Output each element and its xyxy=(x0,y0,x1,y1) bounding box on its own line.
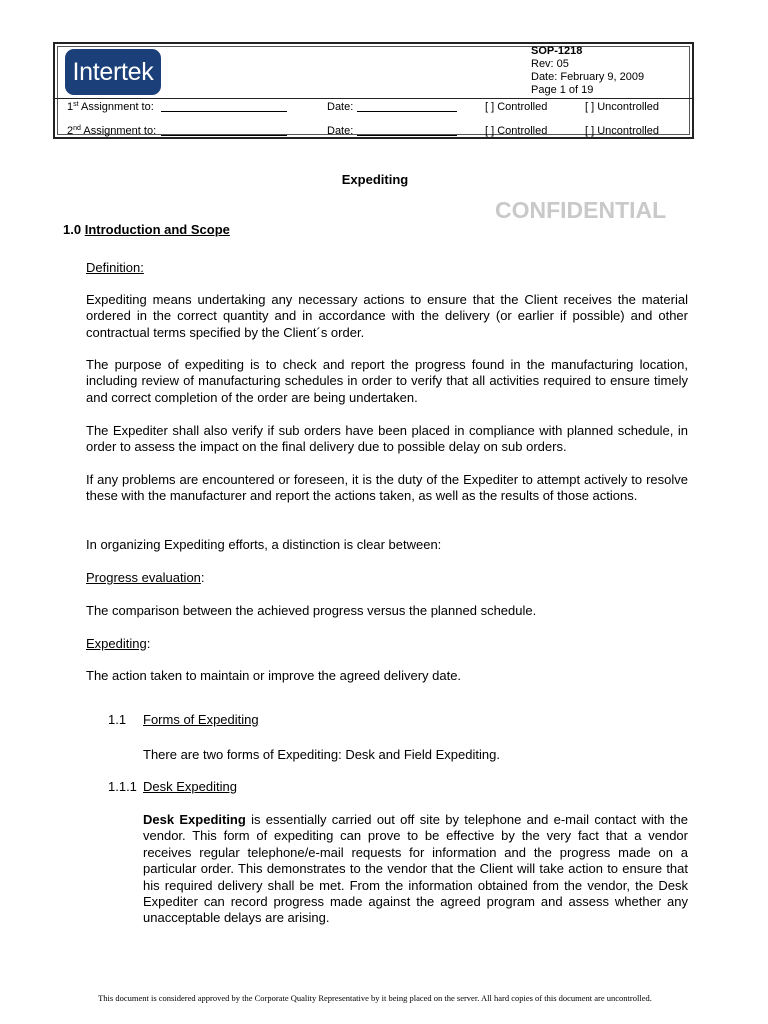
paragraph: The Expediter shall also verify if sub orders have been placed in compliance with planned schedule, in order to assess the impact on the final delivery due to possible delay on sub orders. xyxy=(86,423,688,455)
desk-expediting-paragraph: Desk Expediting is essentially carried out off site by telephone and e-mail contact with the vendor. This form of expediting can prove to be effective by the very fact that a vendor receives regular telephone/e-mail requests for information and the progress made on a particular order. This demonstrates to the vendor that the Client will take action to ensure that his required delivery shall be met. From the information obtained from the vendor, the Desk Expediter can record progress made against the agreed program and assess whether any unacceptable delays are arising. xyxy=(143,812,689,926)
document-header xyxy=(53,42,694,139)
revision-date: Date: February 9, 2009 xyxy=(531,71,645,83)
expediting-term: Expediting: xyxy=(86,636,151,651)
assignee-blank[interactable] xyxy=(161,101,287,112)
subsection-1-1-text: There are two forms of Expediting: Desk and Field Expediting. xyxy=(143,747,500,762)
subsection-1-1-1-number: 1.1.1 xyxy=(108,779,137,794)
subsection-1-1-number: 1.1 xyxy=(108,712,127,727)
date-label: Date: xyxy=(327,125,354,137)
subsection-1-1-title: Forms of Expediting xyxy=(143,712,259,727)
date-blank[interactable] xyxy=(357,101,457,112)
section-number: 1.0 xyxy=(63,222,82,237)
progress-evaluation-definition: The comparison between the achieved progress versus the planned schedule. xyxy=(86,603,537,618)
document-title: Expediting xyxy=(341,172,409,187)
section-heading xyxy=(63,222,230,238)
progress-evaluation-term: Progress evaluation: xyxy=(86,570,205,585)
expediting-definition: The action taken to maintain or improve the agreed delivery date. xyxy=(86,668,462,683)
uncontrolled-checkbox[interactable]: [ ] Uncontrolled xyxy=(585,101,659,113)
doc-number: SOP-1218 xyxy=(531,45,583,57)
paragraph: The purpose of expediting is to check and report the progress found in the manufacturing location, including review of manufacturing schedules in order to verify that all activities required to ensure timely and correct completion of the order are being undertaken. xyxy=(86,357,688,405)
revision: Rev: 05 xyxy=(531,58,569,70)
intertek-logo xyxy=(65,49,161,95)
page-footer: This document is considered approved by the Corporate Quality Representative by it being placed on the server. All hard copies of this document are uncontrolled. xyxy=(98,993,652,1003)
logo-text: Intertek xyxy=(72,57,154,86)
subsection-1-1-1-title: Desk Expediting xyxy=(143,779,237,794)
assignee-blank[interactable] xyxy=(161,125,287,136)
confidential-watermark: CONFIDENTIAL xyxy=(495,197,667,223)
definition-heading: Definition: xyxy=(86,260,144,275)
uncontrolled-checkbox[interactable]: [ ] Uncontrolled xyxy=(585,125,659,137)
controlled-checkbox[interactable]: [ ] Controlled xyxy=(485,101,548,113)
section-title: Introduction and Scope xyxy=(84,222,230,237)
assignment-label: 2nd Assignment to: xyxy=(67,125,157,137)
paragraph: Expediting means undertaking any necessary actions to ensure that the Client receives the material ordered in the correct quantity and in accordance with the delivery (or earlier if possible) and other contractual terms specified by the Client´s order. xyxy=(86,292,688,340)
header-divider xyxy=(55,98,692,99)
date-label: Date: xyxy=(327,101,354,113)
page-number: Page 1 of 19 xyxy=(531,84,594,96)
document-meta xyxy=(531,45,644,97)
paragraph: If any problems are encountered or foreseen, it is the duty of the Expediter to attempt actively to resolve these with the manufacturer and report the actions taken, as well as the results of those actions. xyxy=(86,472,688,504)
desk-expediting-lead: Desk Expediting xyxy=(143,812,246,827)
date-blank[interactable] xyxy=(357,125,457,136)
paragraph: In organizing Expediting efforts, a distinction is clear between: xyxy=(86,537,442,552)
assignment-label: 1st Assignment to: xyxy=(67,101,154,113)
controlled-checkbox[interactable]: [ ] Controlled xyxy=(485,125,548,137)
